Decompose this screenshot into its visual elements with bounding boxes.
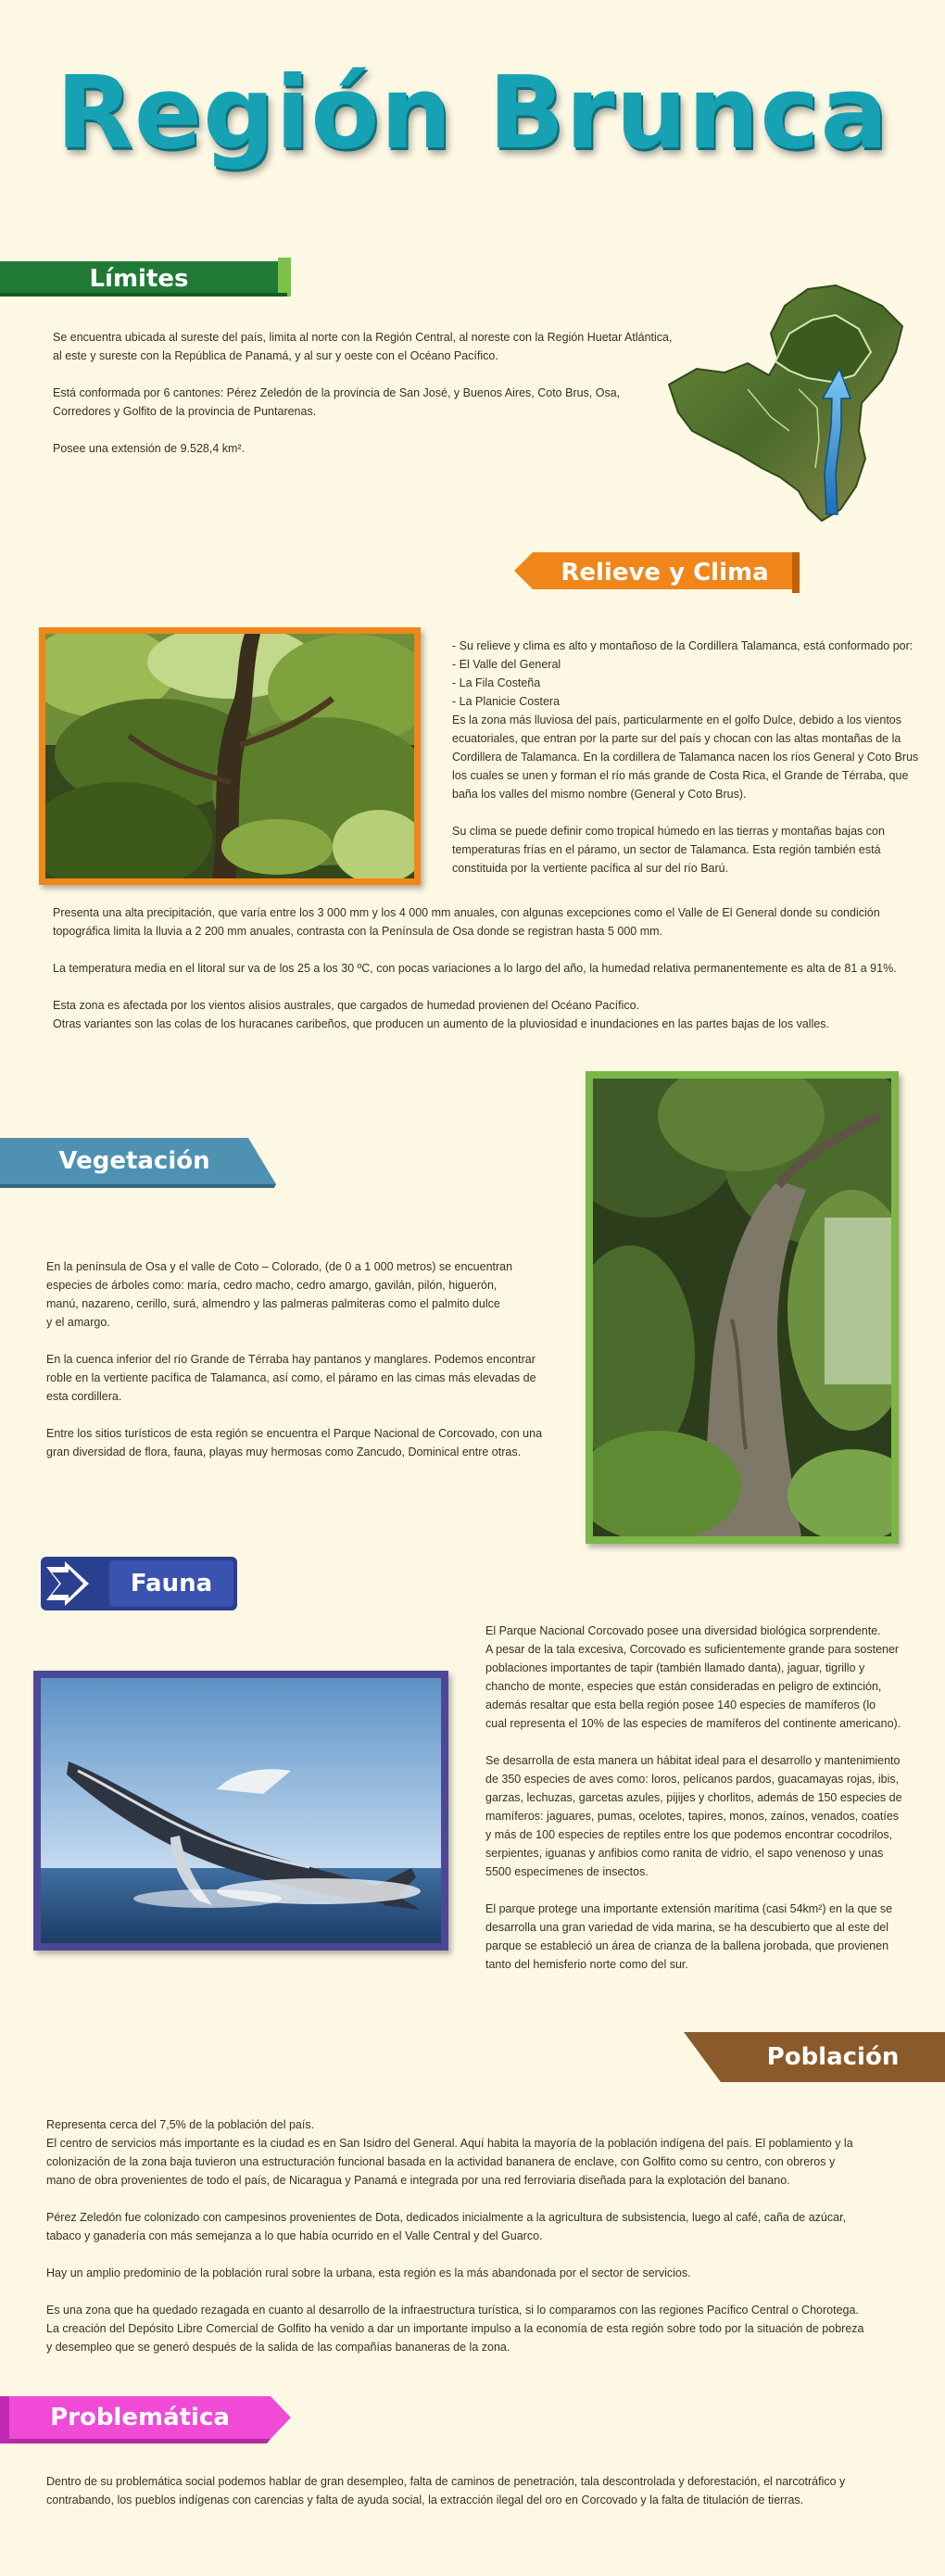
vegetacion-text	[46, 1257, 574, 1461]
text-line: cual representa el 10% de las especies de mamíferos del continente americano).	[485, 1717, 901, 1730]
fauna-heading: Fauna	[130, 1570, 213, 1597]
text-line: topográfica limita la lluvia a 2 200 mm anuales, contrasta con la Península de Osa donde se registran hasta 5 000 mm.	[53, 925, 663, 938]
vegetacion-heading: Vegetación	[58, 1147, 210, 1175]
text-line: Representa cerca del 7,5% de la población del país.	[46, 2118, 315, 2131]
problematica-text	[46, 2472, 936, 2509]
page-title: Región Brunca	[56, 56, 889, 171]
text-line: La temperatura media en el litoral sur va de los 25 a los 30 ºC, con pocas variaciones a lo largo del año, la humedad relativa permanentemente es alta de 81 a 91%.	[53, 962, 897, 975]
text-line: Hay un amplio predominio de la población rural sobre la urbana, esta región es la más abandonada por el sector de servicios.	[46, 2267, 691, 2279]
text-line: especies de árboles como: maría, cedro macho, cedro amargo, gavilán, pilón, higuerón,	[46, 1279, 498, 1292]
text-line: Su clima se puede definir como tropical húmedo en las tierras y montañas bajas con	[452, 825, 885, 838]
text-line	[485, 1881, 939, 1900]
text-line: al este y sureste con la República de Panamá, y al sur y oeste con el Océano Pacífico.	[53, 349, 498, 362]
text-line	[46, 2190, 936, 2208]
text-line: manú, nazareno, cerillo, surá, almendro y las palmeras palmiteras como el palmito dulce	[46, 1297, 500, 1310]
text-line: El centro de servicios más importante es la ciudad es en San Isidro del General. Aquí habita la mayoría de la población indígena del país. El poblamiento y la	[46, 2137, 853, 2150]
text-line: - El Valle del General	[452, 658, 561, 671]
text-line: de 350 especies de aves como: loros, pelícanos pardos, guacamayas rojas, ibis,	[485, 1773, 900, 1786]
text-line: - La Planicie Costera	[452, 695, 561, 708]
text-line: Se encuentra ubicada al sureste del país, limita al norte con la Región Central, al noreste con la Región Huetar Atlántica,	[53, 331, 673, 344]
relieve-banner	[514, 549, 803, 597]
forest-photo	[39, 627, 421, 885]
text-line: además resaltar que esta bella región posee 140 especies de mamíferos (lo	[485, 1698, 876, 1711]
text-line: Corredores y Golfito de la provincia de Puntarenas.	[53, 405, 317, 418]
text-line: En la cuenca inferior del río Grande de Térraba hay pantanos y manglares. Podemos encontrar	[46, 1353, 536, 1366]
relieve-full-text	[53, 903, 933, 1033]
text-line: y desempleo que se generó después de la salida de las compañías bananeras de la zona.	[46, 2341, 510, 2354]
text-line: tanto del hemisferio norte como del sur.	[485, 1958, 688, 1971]
text-line: contrabando, los pueblos indígenas con carencias y falta de ayuda social, la extracción ilegal del oro en Corcovado y la falta de titulación de tierras.	[46, 2494, 804, 2507]
text-line: chancho de monte, especies que están consideradas en peligro de extinción,	[485, 1680, 882, 1693]
text-line: Es la zona más lluviosa del país, particularmente en el golfo Dulce, debido a los vientos	[452, 713, 901, 726]
text-line: El parque protege una importante extensión marítima (casi 54km²) en la que se	[485, 1902, 893, 1915]
text-line: gran diversidad de flora, fauna, playas muy hermosas como Zancudo, Dominical entre otras.	[46, 1446, 522, 1458]
text-line: - Su relieve y clima es alto y montañoso de la Cordillera Talamanca, está conformado por:	[452, 639, 914, 652]
text-line	[53, 978, 933, 996]
text-line: Otras variantes son las colas de los huracanes caribeños, que producen un aumento de la pluviosidad e inundaciones en las partes bajas de los valles.	[53, 1017, 830, 1030]
text-line: Es una zona que ha quedado rezagada en cuanto al desarrollo de la infraestructura turística, si lo comparamos con las regiones Pacífico Central o Chorotega.	[46, 2304, 859, 2317]
text-line	[46, 2282, 936, 2301]
text-line: En la península de Osa y el valle de Coto – Colorado, (de 0 a 1 000 metros) se encuentran	[46, 1260, 513, 1273]
poblacion-text	[46, 2115, 936, 2356]
text-line: poblaciones importantes de tapir (también llamado danta), jaguar, tigrillo y	[485, 1661, 865, 1674]
text-line: Dentro de su problemática social podemos hablar de gran desempleo, falta de caminos de penetración, tala descontrolada y deforestación, el narcotráfico y	[46, 2475, 846, 2488]
text-line	[485, 1733, 939, 1751]
relieve-heading: Relieve y Clima	[561, 559, 769, 587]
problematica-banner	[0, 2393, 295, 2445]
text-line: Cordillera de Talamanca. En la cordillera de Talamanca nacen los ríos General y Coto Brus	[452, 751, 919, 764]
fauna-text	[485, 1622, 939, 1974]
text-line: constituida por la vertiente pacífica al sur del río Barú.	[452, 862, 729, 875]
text-line	[53, 365, 701, 384]
text-line: y el amargo.	[46, 1316, 110, 1329]
vegetacion-banner	[0, 1138, 278, 1188]
relieve-side-text	[452, 637, 934, 878]
text-line: La creación del Depósito Libre Comercial de Golfito ha venido a dar un importante impulso a la economía de esta región sobre todo por la situación de pobreza	[46, 2322, 864, 2335]
text-line: parque se estableció un área de crianza de la ballena jorobada, que provienen	[485, 1939, 889, 1952]
text-line: y más de 100 especies de reptiles entre los que podemos encontrar cocodrilos,	[485, 1828, 893, 1841]
fauna-arrow-icon	[46, 1561, 106, 1606]
text-line: tabaco y ganadería con más semejanza a lo que había ocurrido en el Valle Central y del Guarco.	[46, 2229, 543, 2242]
problematica-heading: Problemática	[50, 2404, 230, 2431]
text-line: Esta zona es afectada por los vientos alisios australes, que cargados de humedad provienen del Océano Pacífico.	[53, 999, 640, 1012]
limites-heading: Límites	[89, 265, 189, 293]
limites-text	[53, 328, 701, 458]
text-line: mano de obra provenientes de todo el país, de Nicaragua y Panamá e integrada por una red ferroviaria diseñada para la explotación del banano.	[46, 2174, 790, 2187]
text-line: baña los valles del mismo nombre (General y Coto Brus).	[452, 788, 747, 801]
text-line: El Parque Nacional Corcovado posee una diversidad biológica sorprendente.	[485, 1624, 881, 1637]
text-line: garzas, lechuzas, garcetas azules, pijijes y chorlitos, además de 150 especies de	[485, 1791, 902, 1804]
text-line: Posee una extensión de 9.528,4 km².	[53, 442, 246, 455]
text-line: temperaturas frías en el páramo, un sector de Talamanca. Esta región también está	[452, 843, 881, 856]
text-line: 5500 especímenes de insectos.	[485, 1865, 649, 1878]
limites-banner	[0, 258, 295, 300]
text-line: Presenta una alta precipitación, que varía entre los 3 000 mm y los 4 000 mm anuales, con algunas excepciones como el Valle de El General donde su condición	[53, 906, 880, 919]
text-line: los cuales se unen y forman el río más grande de Costa Rica, el Grande de Térraba, que	[452, 769, 909, 782]
text-line: serpientes, iguanas y anfibios como ranita de vidrio, el sapo venenoso y unas	[485, 1847, 884, 1860]
poblacion-banner	[684, 2032, 945, 2084]
text-line	[46, 1406, 574, 1424]
whale-photo	[33, 1671, 448, 1951]
text-line	[46, 1332, 574, 1350]
text-line: esta cordillera.	[46, 1390, 122, 1403]
text-line: Se desarrolla de esta manera un hábitat ideal para el desarrollo y mantenimiento	[485, 1754, 901, 1767]
text-line: mamíferos: jaguares, pumas, ocelotes, tapires, monos, zaínos, venados, coatíes	[485, 1810, 900, 1823]
text-line: roble en la vertiente pacífica de Talamanca, así como, el páramo en las cimas más elevadas de	[46, 1371, 536, 1384]
text-line: Entre los sitios turísticos de esta región se encuentra el Parque Nacional de Corcovado, con una	[46, 1427, 543, 1440]
text-line	[452, 803, 934, 822]
fauna-banner	[41, 1557, 241, 1612]
text-line: A pesar de la tala excesiva, Corcovado es suficientemente grande para sostener	[485, 1643, 900, 1656]
text-line: ecuatoriales, que entran por la parte sur del país y chocan con las altas montañas de la	[452, 732, 901, 745]
costa-rica-map	[660, 278, 910, 533]
text-line: desarrolla una gran variedad de vida marina, se ha descubierto que al este del	[485, 1921, 888, 1934]
text-line: Está conformada por 6 cantones: Pérez Zeledón de la provincia de San José, y Buenos Aires, Coto Brus, Osa,	[53, 386, 621, 399]
text-line	[46, 2245, 936, 2264]
text-line: - La Fila Costeña	[452, 676, 541, 689]
text-line: colonización de la zona baja tuvieron una estructuración funcional basada en la actividad bananera de enclave, con Golfito como su centro, con obreros y	[46, 2155, 836, 2168]
text-line: Pérez Zeledón fue colonizado con campesinos provenientes de Dota, dedicados inicialmente a la agricultura de subsistencia, luego al café, caña de azúcar,	[46, 2211, 847, 2224]
poblacion-heading: Población	[766, 2043, 900, 2071]
tree-photo	[586, 1071, 899, 1544]
text-line	[53, 941, 933, 959]
text-line	[53, 421, 701, 439]
